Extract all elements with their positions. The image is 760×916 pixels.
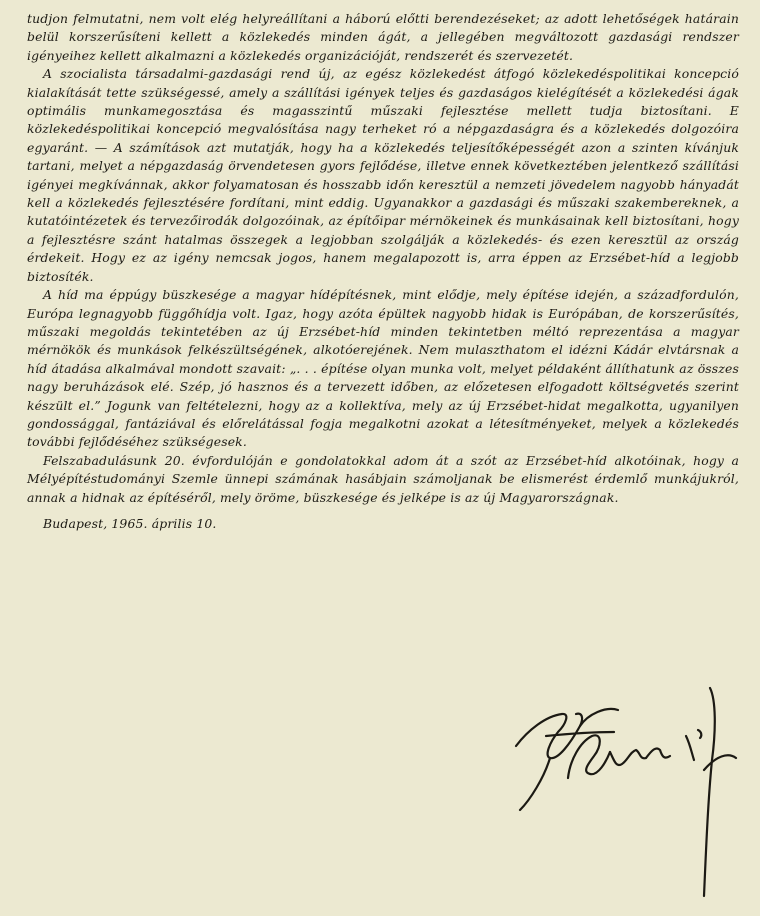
place-date: Budapest, 1965. április 10.	[43, 515, 217, 531]
paragraph-bridge-pride: A híd ma éppúgy büszkesége a magyar hídépítésnek, mint elődje, mely építése idején, a századfordulón, Európa legnagyobb függőhídja volt. Igaz, hogy azóta épültek nagyobb hidak is Európában, de korszerűsítés, műszaki megoldás tekintetében az új Erzsébet-híd minden tekintetben méltó reprezentása a magyar mérnökök és munkások felkészültségének, alkotóerejének. Nem mulaszthatom el idézni Kádár elvtársnak a híd átadása alkalmával mondott szavait: „. . . építése olyan munka volt, melyet példaként állíthatunk az összes nagy beruházások elé. Szép, jó hasznos és a tervezett időben, az előzetesen elfogadott költségvetés szerint készült el.” Jogunk van feltételezni, hogy az a kollektíva, mely az új Erzsébet-hidat megalkotta, ugyanilyen gondossággal, fantáziával és előrelátással fogja megalkotni azokat a létesítményeket, melyek a közlekedés további fejlődéséhez szükségesek.	[27, 287, 739, 450]
paragraph-continuation: tudjon felmutatni, nem volt elég helyreállítani a háború előtti berendezéseket; az adott lehetőségek határain belül korszerűsíteni kellett a közlekedés minden ágát, a jellegében megváltozott gazdasági rendszer igényeihez kellett alkalmazni a közlekedés organizációját, rendszerét és szervezetét.	[27, 11, 739, 63]
article-body	[27, 10, 739, 533]
paragraph-anniversary: Felszabadulásunk 20. évfordulóján e gondolatokkal adom át a szót az Erzsébet-híd alkotóinak, hogy a Mélyépítéstudományi Szemle ünnepi számának hasábjain számoljanak be elismerést érdemlő munkájukról, annak a hidnak az építéséről, mely öröme, büszkesége és jelképe is az új Magyarországnak.	[27, 452, 739, 505]
paragraph-transport-policy: A szocialista társadalmi-gazdasági rend új, az egész közlekedést átfogó közlekedéspolitikai koncepció kialakítását tette szükségessé, amely a szállítási igények teljes és gazdaságos kielégítését a közlekedési ágak optimális munkamegosztása és magasszintű műszaki fejlesztése mellett tudja biztosítani. E közlekedéspolitikai koncepció megvalósítása nagy terheket ró a népgazdaságra és a közlekedés dolgozóira egyaránt. — A számítások azt mutatják, hogy ha a közlekedés teljesítőképességét azon a szinten kívánjuk tartani, melyet a népgazdaság örvendetesen gyors fejlődése, illetve ennek következtében jelentkező szállítási igényei megkívánnak, akkor folyamatosan és hosszabb időn keresztül a nemzeti jövedelem nagyobb hányadát kell a közlekedés fejlesztésére fordítani, mint eddig. Ugyanakkor a gazdasági és műszaki szakembereknek, a kutatóintézetek és tervezőirodák dolgozóinak, az építőipar mérnökeinek és munkásainak kell biztosítani, hogy a fejlesztésre szánt hatalmas összegek a legjobban szolgálják a közlekedés- és ezen keresztül az ország érdekeit. Hogy ez az igény nemcsak jogos, hanem megalapozott is, arra éppen az Erzsébet-híd a legjobb biztosíték.	[27, 66, 739, 284]
handwritten-signature	[510, 660, 750, 910]
